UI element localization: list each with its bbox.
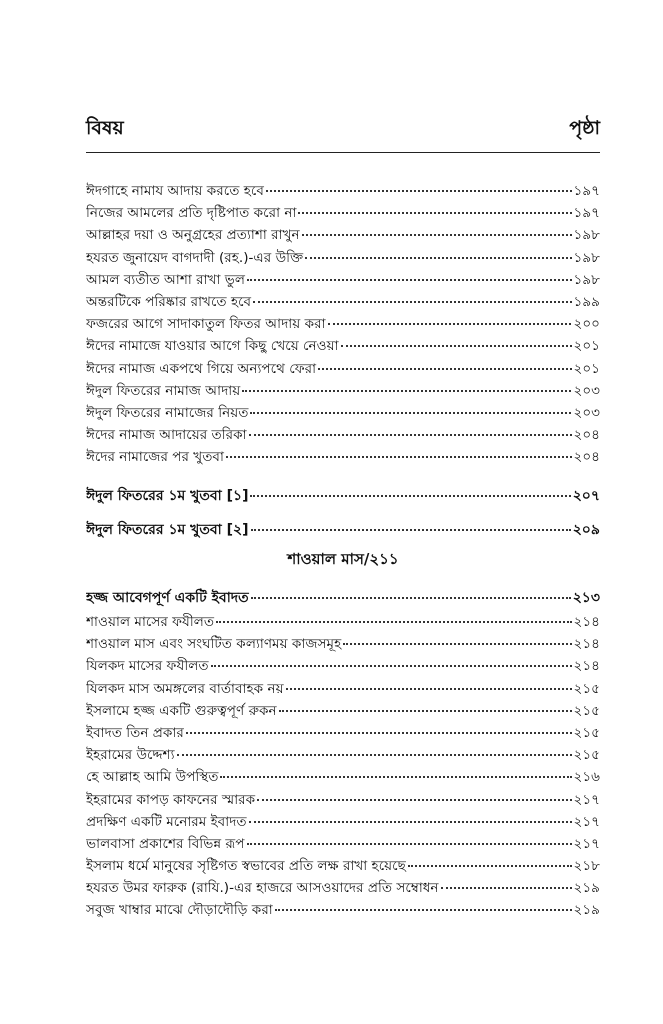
toc-entry-title: ঈদগাহে নামায আদায় করতে হবে (86, 183, 264, 199)
toc-entry-page: ২১৭ (573, 835, 600, 852)
dot-leader (408, 864, 572, 867)
dot-leader (266, 189, 572, 192)
toc-entry (86, 633, 600, 655)
dot-leader (177, 753, 572, 756)
toc-entry-page: ১৯৭ (573, 183, 600, 199)
toc-entry-page: ১৯৯ (573, 293, 600, 310)
dot-leader (186, 731, 572, 734)
dot-leader (250, 494, 570, 497)
toc-header (86, 118, 600, 153)
toc-entry-page: ২১৯ (573, 880, 600, 897)
dot-leader (302, 233, 572, 236)
toc-entry-title: প্রদক্ষিণ একটি মনোরম ইবাদত (86, 813, 247, 830)
toc-entry-page: ২০৩ (573, 382, 600, 399)
dot-leader (441, 886, 572, 889)
toc-entry (86, 358, 600, 380)
toc-entry-title: ঈদের নামাজে যাওয়ার আগে কিছু খেয়ে নেওয়া (86, 338, 339, 355)
toc-entry (86, 380, 600, 402)
toc-entry (86, 269, 600, 291)
toc-entry-bold (86, 484, 600, 508)
dot-leader (279, 709, 572, 712)
dot-leader (275, 908, 572, 911)
toc-entry-title: হজ্জ আবেগপূর্ণ একটি ইবাদত (86, 590, 249, 606)
toc-khutba-2 (86, 518, 600, 542)
subject-column-label: বিষয় (86, 117, 124, 139)
toc-entry (86, 611, 600, 633)
toc-entry-page: ২১৪ (573, 636, 600, 653)
toc-entry-page: ২১৫ (573, 702, 600, 719)
dot-leader (226, 455, 572, 458)
toc-entry-title: হে আল্লাহ আমি উপস্থিত (86, 769, 219, 786)
toc-entry-title: ঈদের নামাজ একপথে গিয়ে অন্যপথে ফেরা (86, 360, 317, 377)
toc-group-hajj (86, 611, 600, 922)
toc-entry-page: ২০৯ (572, 522, 600, 538)
toc-entry-title: শাওয়াল মাসের ফযীলত (86, 614, 215, 630)
toc-entry-title: ইহরামের উদ্দেশ্য (86, 747, 175, 764)
toc-entry (86, 655, 600, 677)
dot-leader (257, 798, 571, 801)
toc-entry-title: অন্তরটিকে পরিষ্কার রাখতে হবে (86, 293, 252, 310)
toc-entry-page: ১৯৮ (573, 249, 600, 266)
toc-entry-bold (86, 586, 600, 610)
dot-leader (216, 620, 571, 623)
toc-entry-title: ঈদুল ফিতরের নামাজের নিয়ত (86, 404, 249, 421)
dot-leader (298, 211, 571, 214)
toc-entry (86, 855, 600, 877)
toc-entry-title: ফজরের আগে সাদাকাতুল ফিতর আদায় করা (86, 316, 326, 333)
dot-leader (251, 528, 571, 531)
dot-leader (249, 820, 572, 823)
toc-entry-page: ২১৩ (572, 590, 600, 606)
toc-entry (86, 291, 600, 313)
toc-entry (86, 722, 600, 744)
dot-leader (249, 433, 572, 436)
toc-entry (86, 224, 600, 246)
toc-entry-title: হযরত জুনায়েদ বাগদাদী (রহ.)-এর উক্তি (86, 249, 304, 266)
toc-entry (86, 678, 600, 700)
dot-leader (250, 411, 571, 414)
toc-entry-page: ২১৭ (573, 813, 600, 830)
dot-leader (242, 389, 571, 392)
toc-entry (86, 202, 600, 224)
toc-entry-title: ঈদের নামাজের পর খুতবা (86, 449, 224, 466)
toc-entry (86, 899, 600, 921)
toc-entry (86, 335, 600, 357)
dot-leader (247, 278, 572, 281)
toc-entry-title: যিলকদ মাসের ফযীলত (86, 658, 209, 675)
toc-entry-title: ঈদের নামাজ আদায়ের তরিকা (86, 427, 247, 444)
toc-entry-bold (86, 518, 600, 542)
toc-entry-page: ২১৫ (573, 680, 600, 697)
toc-entry-title: নিজের আমলের প্রতি দৃষ্টিপাত করো না (86, 205, 297, 222)
dot-leader (328, 322, 572, 325)
dot-leader (318, 367, 571, 370)
toc-entry-page: ২০১ (573, 360, 600, 377)
toc-entry-title: ঈদুল ফিতরের ১ম খুতবা [২] (86, 522, 249, 538)
toc-entry (86, 811, 600, 833)
toc-entry (86, 700, 600, 722)
page-column-label: পৃষ্ঠা (569, 117, 600, 139)
toc-entry-page: ২০৪ (573, 449, 600, 466)
toc-entry (86, 247, 600, 269)
toc-entry-page: ১৯৮ (573, 271, 600, 288)
toc-entry (86, 789, 600, 811)
section-heading: শাওয়াল মাস/২১১ (287, 550, 399, 568)
dot-leader (343, 642, 571, 645)
toc-entry-page: ২১৭ (573, 791, 600, 808)
toc-entry-page: ২০১ (573, 338, 600, 355)
dot-leader (211, 664, 572, 667)
toc-entry-page: ১৯৮ (573, 227, 600, 244)
toc-khutba-1 (86, 484, 600, 508)
toc-entry-page: ২০৩ (573, 404, 600, 421)
toc-entry-page: ২০৪ (573, 427, 600, 444)
toc-entry (86, 402, 600, 424)
toc-entry (86, 180, 600, 202)
dot-leader (341, 344, 572, 347)
dot-leader (247, 842, 572, 845)
toc-entry-title: সবুজ খাম্বার মাঝে দৌড়াদৌড়ি করা (86, 902, 273, 919)
toc-entry (86, 744, 600, 766)
toc-entry-title: ঈদুল ফিতরের নামাজ আদায় (86, 382, 241, 399)
toc-group-eid (86, 180, 600, 468)
toc-entry-title: ইবাদত তিন প্রকার (86, 724, 184, 741)
toc-entry-page: ২১৪ (573, 614, 600, 630)
dot-leader (220, 775, 571, 778)
toc-entry (86, 313, 600, 335)
toc-entry-page: ১৯৭ (573, 205, 600, 222)
toc-entry (86, 877, 600, 899)
toc-entry-page: ২০৭ (572, 488, 600, 504)
toc-entry-title: ইহরামের কাপড় কাফনের স্মারক (86, 791, 256, 808)
toc-entry-title: হযরত উমর ফারুক (রাযি.)-এর হাজরে আসওয়াদের প্রতি সম্বোধন (86, 880, 439, 897)
toc-entry-page: ২১৮ (573, 858, 600, 875)
toc-entry-title: ভালবাসা প্রকাশের বিভিন্ন রূপ (86, 835, 245, 852)
toc-entry-title: যিলকদ মাস অমঙ্গলের বার্তাবাহক নয় (86, 680, 284, 697)
toc-entry (86, 424, 600, 446)
dot-leader (251, 596, 571, 599)
toc-entry-title: ঈদুল ফিতরের ১ম খুতবা [১] (86, 488, 249, 504)
toc-entry-title: আমল ব্যতীত আশা রাখা ভুল (86, 271, 246, 288)
toc-entry (86, 766, 600, 788)
dot-leader (286, 687, 572, 690)
toc-entry (86, 446, 600, 468)
dot-leader (253, 300, 571, 303)
toc-entry-title: শাওয়াল মাস এবং সংঘটিত কল্যাণময় কাজসমূহ (86, 636, 342, 653)
toc-entry (86, 833, 600, 855)
toc-entry-page: ২১৫ (573, 747, 600, 764)
toc-entry-title: ইসলামে হজ্জ একটি গুরুত্বপূর্ণ রুকন (86, 702, 277, 719)
toc-entry-page: ২১৯ (573, 902, 600, 919)
toc-entry-page: ২০০ (573, 316, 600, 333)
toc-entry-page: ২১৫ (573, 724, 600, 741)
dot-leader (305, 256, 571, 259)
toc-entry-title: ইসলাম ধর্মে মানুষের সৃষ্টিগত স্বভাবের প্রতি লক্ষ রাখা হয়েছে (86, 858, 406, 875)
toc-entry-title: আল্লাহর দয়া ও অনুগ্রহের প্রত্যাশা রাখুন (86, 227, 300, 244)
toc-entry-page: ২১৬ (573, 769, 600, 786)
toc-entry-page: ২১৪ (573, 658, 600, 675)
toc-hajj-heading (86, 586, 600, 610)
